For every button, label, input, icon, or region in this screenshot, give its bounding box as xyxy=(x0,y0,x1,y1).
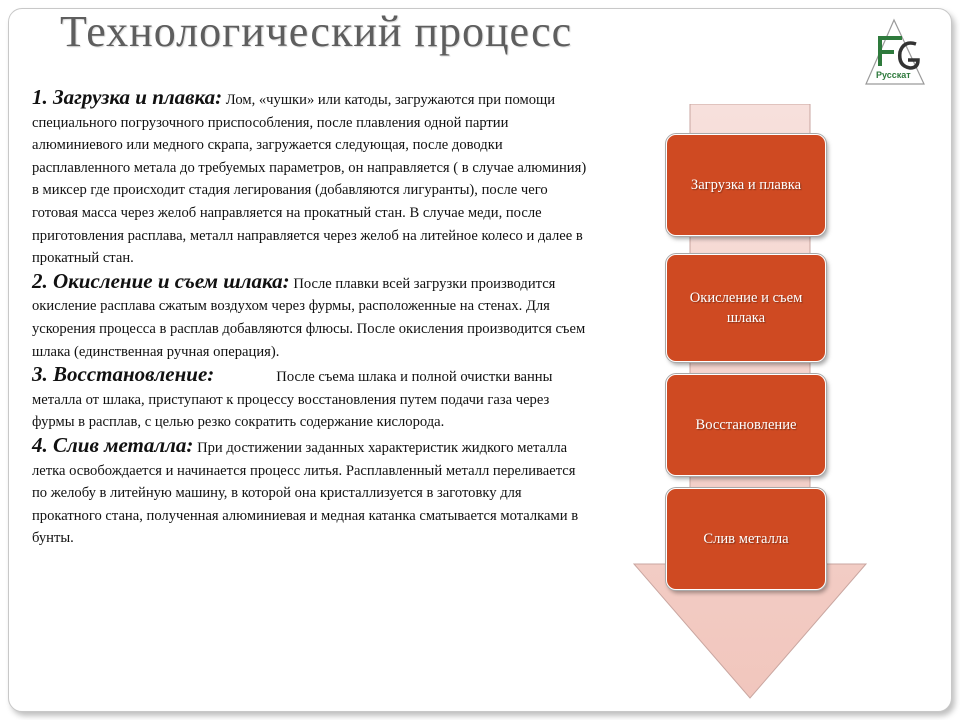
section-heading: 1. Загрузка и плавка: xyxy=(32,85,223,109)
flow-step-loading-melting: Загрузка и плавка xyxy=(666,134,826,236)
section-oxidation xyxy=(32,270,592,363)
process-flow-diagram xyxy=(630,104,872,702)
section-heading: 2. Окисление и съем шлака: xyxy=(32,268,290,293)
section-text: После съема шлака и полной очистки ванны металла от шлака, приступают к процессу восстановления путем подачи газа через фурмы в расплав, с целью резко сократить содержание кислорода. xyxy=(32,369,553,431)
flow-step-oxidation: Окисление и съем шлака xyxy=(666,254,826,362)
flow-step-reduction: Восстановление xyxy=(666,374,826,476)
flow-step-pouring: Слив металла xyxy=(666,488,826,590)
section-pouring xyxy=(32,434,592,550)
section-heading: 4. Слив металла: xyxy=(32,432,194,457)
section-text: После плавки всей загрузки производится окисление расплава сжатым воздухом через фурмы, расположенные на стенах. Для ускорения процесса в расплав добавляются флюсы. После окисления производится съем шлака (единственная ручная операция). xyxy=(32,275,586,360)
section-text: При достижении заданных характеристик жидкого металла летка освобождается и начинается процесс литья. Расплавленный металл переливается по желобу в литейную машину, в которой она кристаллизуется в заготовку для прокатного стана, полученная алюминиевая и медная катанка сматывается моталками в бунты. xyxy=(32,439,579,547)
section-loading-melting xyxy=(32,86,592,270)
section-reduction xyxy=(32,363,592,434)
section-text: Лом, «чушки» или катоды, загружаются при помощи специального погрузочного приспособления, после плавления одной партии алюминиевого или медного скрапа, загружается следующая, после доводки расплавленного метала до требуемых параметров, он направляется ( в случае алюминия) в миксер где происходит стадия легирования (добавляются лигуранты), после чего готовая масса через желоб направляется на прокатный стан. В случае меди, после приготовления расплава, металл направляется через желоб на литейное колесо и далее в прокатный стан. xyxy=(32,92,587,267)
process-description xyxy=(32,86,592,550)
logo-caption: Русскат xyxy=(876,70,911,80)
section-heading: 3. Восстановление: xyxy=(32,362,215,387)
slide-title: Технологический процесс xyxy=(60,7,573,56)
